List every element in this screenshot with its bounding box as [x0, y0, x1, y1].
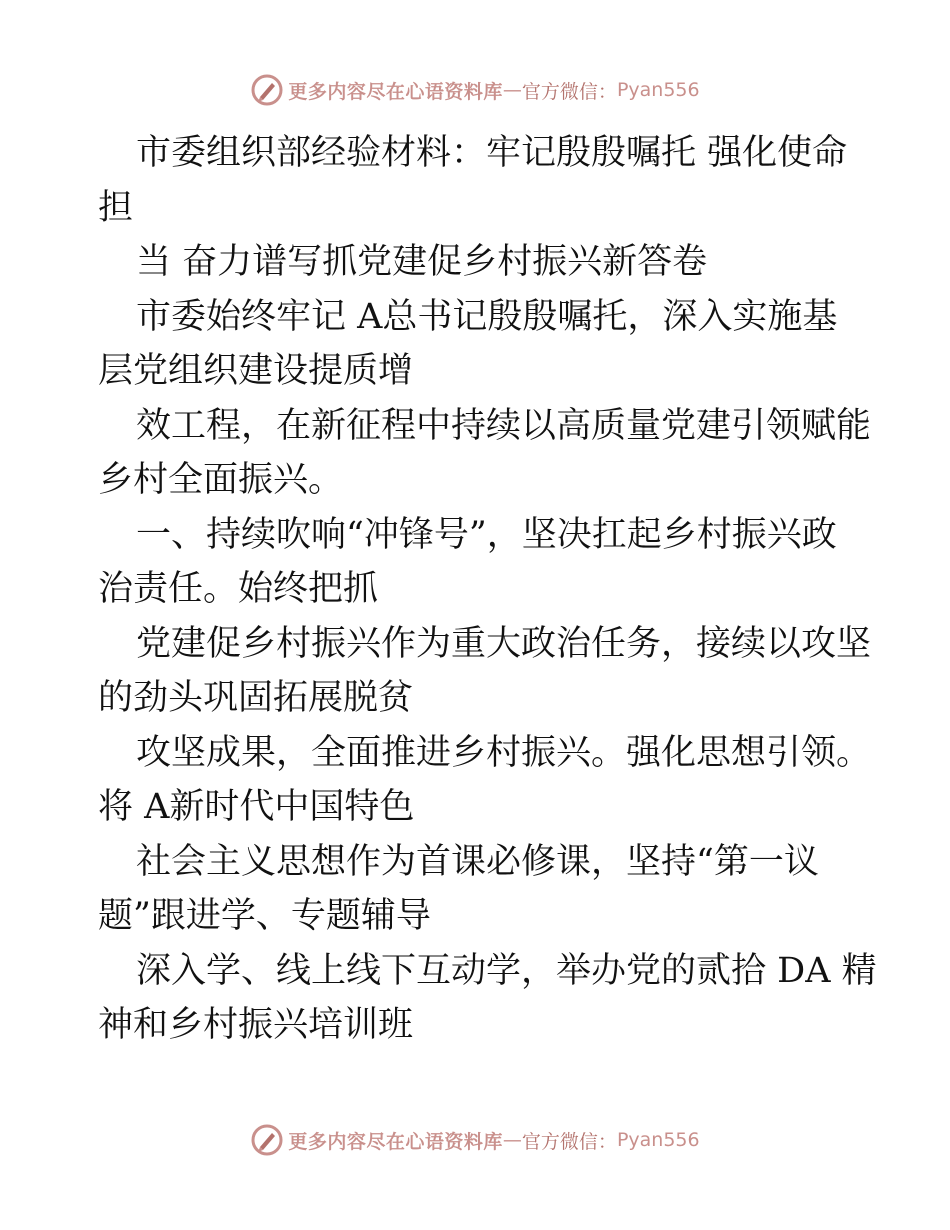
header-watermark — [0, 70, 950, 110]
text-line: 党建促乡村振兴作为重大政治任务，接续以攻坚 — [136, 623, 872, 664]
watermark-wechat-handle: Pyan556 — [616, 79, 700, 101]
watermark-wechat-label: 官方微信： — [521, 80, 617, 103]
document-body — [98, 126, 878, 1053]
text-line: 担 — [98, 187, 134, 228]
text-line: 当 奋力谱写抓党建促乡村振兴新答卷 — [136, 242, 708, 282]
text-line: 题”跟进学、专题辅导 — [98, 896, 431, 936]
text-line: 市委始终牢记 A总书记殷殷嘱托，深入实施基 — [136, 296, 838, 337]
text-line: 攻坚成果，全面推进乡村振兴。强化思想引领。 — [136, 732, 872, 773]
text-line: 将 A新时代中国特色 — [98, 787, 415, 827]
watermark-main-text: 更多内容尽在心语资料库 — [288, 80, 503, 103]
watermark-separator: — — [502, 79, 522, 101]
footer-watermark — [0, 1120, 950, 1160]
text-line: 效工程，在新征程中持续以高质量党建引领赋能 — [136, 405, 872, 446]
text-line: 市委组织部经验材料：牢记殷殷嘱托 强化使命 — [136, 133, 848, 173]
watermark-main-text: 更多内容尽在心语资料库 — [288, 1130, 503, 1153]
text-line: 的劲头巩固拓展脱贫 — [98, 678, 414, 718]
text-line: 乡村全面振兴。 — [98, 460, 344, 500]
pen-logo-icon — [250, 1123, 284, 1157]
watermark-wechat-handle: Pyan556 — [616, 1129, 700, 1151]
watermark-separator: — — [502, 1129, 522, 1151]
pen-logo-icon — [250, 73, 284, 107]
watermark-wechat-label: 官方微信： — [521, 1130, 617, 1153]
text-line: 神和乡村振兴培训班 — [98, 1005, 414, 1045]
text-line: 层党组织建设提质增 — [98, 351, 414, 391]
text-line: 社会主义思想作为首课必修课，坚持“第一议 — [136, 841, 819, 882]
text-line: 一、持续吹响“冲锋号”，坚决扛起乡村振兴政 — [136, 514, 837, 555]
text-line: 深入学、线上线下互动学，举办党的贰拾 DA 精 — [136, 950, 877, 991]
text-line: 治责任。始终把抓 — [98, 569, 379, 609]
